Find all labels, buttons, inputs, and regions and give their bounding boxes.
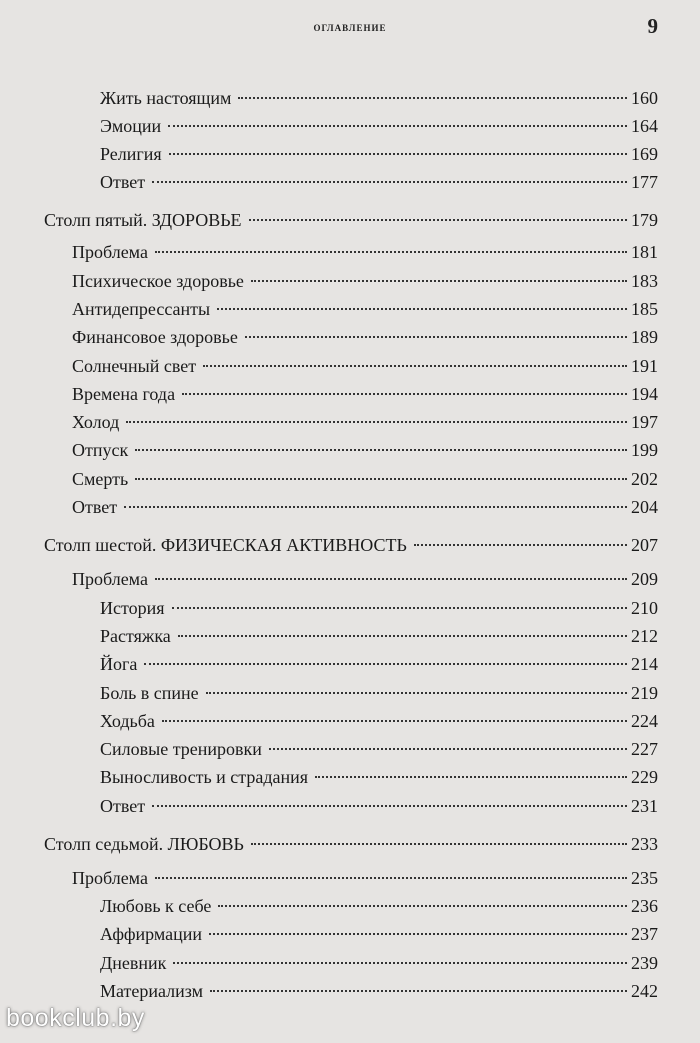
dot-leader <box>238 97 627 99</box>
toc-entry <box>100 141 658 167</box>
dot-leader <box>155 578 627 580</box>
toc-entry <box>100 85 658 111</box>
dot-leader <box>217 308 627 310</box>
dot-leader <box>172 607 627 609</box>
toc-entry-title: Ответ <box>72 497 118 517</box>
dot-leader <box>315 776 627 778</box>
dot-leader <box>173 962 627 964</box>
toc-entry <box>72 239 658 265</box>
toc-entry-page: 212 <box>631 626 658 646</box>
toc-entry <box>44 831 658 857</box>
toc-entry-page: 189 <box>631 327 658 347</box>
dot-leader <box>206 692 627 694</box>
dot-leader <box>245 336 627 338</box>
dot-leader <box>169 153 627 155</box>
toc-entry-title: Аффирмации <box>100 924 203 944</box>
toc-entry-page: 183 <box>631 271 658 291</box>
toc-entry-page: 197 <box>631 412 658 432</box>
dot-leader <box>152 805 627 807</box>
dot-leader <box>135 478 627 480</box>
dot-leader <box>251 843 627 845</box>
toc-entry <box>100 950 658 976</box>
dot-leader <box>182 393 627 395</box>
toc-entry-title: Йога <box>100 654 138 674</box>
toc-entry-title: Боль в спине <box>100 683 199 703</box>
toc-entry <box>44 207 658 233</box>
dot-leader <box>144 663 627 665</box>
toc-entry <box>72 437 658 463</box>
toc-entry-title: Жить настоящим <box>100 88 232 108</box>
toc-entry-title: Столп пятый. ЗДОРОВЬЕ <box>44 210 242 230</box>
dot-leader <box>152 181 627 183</box>
toc-entry <box>72 324 658 350</box>
toc-entry-title: Выносливость и страдания <box>100 767 309 787</box>
toc-entry-title: Финансовое здоровье <box>72 327 238 347</box>
toc-entry-page: 179 <box>631 210 658 230</box>
toc-entry-title: Антидепрессанты <box>72 299 211 319</box>
toc-entry-title: Материализм <box>100 981 204 1001</box>
toc-entry-title: Столп шестой. ФИЗИЧЕСКАЯ АКТИВНОСТЬ <box>44 535 407 555</box>
toc-entry <box>100 595 658 621</box>
toc-entry-page: 219 <box>631 683 658 703</box>
toc-entry <box>100 113 658 139</box>
toc-entry-title: Дневник <box>100 953 167 973</box>
toc-entry-page: 199 <box>631 440 658 460</box>
toc-entry <box>100 793 658 819</box>
toc-entry <box>100 680 658 706</box>
toc-entry <box>100 893 658 919</box>
toc-entry <box>44 532 658 558</box>
toc-entry-title: Религия <box>100 144 162 164</box>
toc-entry <box>72 381 658 407</box>
dot-leader <box>162 720 627 722</box>
toc-entry-title: Растяжка <box>100 626 171 646</box>
toc-entry-page: 177 <box>631 172 658 192</box>
dot-leader <box>155 877 627 879</box>
toc-entry-page: 237 <box>631 924 658 944</box>
toc-entry-page: 224 <box>631 711 658 731</box>
toc-entry <box>72 409 658 435</box>
toc-entry-title: Отпуск <box>72 440 129 460</box>
toc-entry-title: Ответ <box>100 172 146 192</box>
dot-leader <box>414 544 627 546</box>
toc-entry <box>100 978 658 1004</box>
toc-entry <box>100 736 658 762</box>
toc-entry-title: Психическое здоровье <box>72 271 244 291</box>
toc-entry-title: Проблема <box>72 569 148 589</box>
toc-entry-title: Времена года <box>72 384 176 404</box>
toc-entry <box>72 268 658 294</box>
toc-entry-title: Холод <box>72 412 120 432</box>
toc-entry-page: 235 <box>631 868 658 888</box>
dot-leader <box>218 905 627 907</box>
toc-entry <box>100 651 658 677</box>
dot-leader <box>249 219 627 221</box>
toc-entry-page: 209 <box>631 569 658 589</box>
toc-entry-title: Проблема <box>72 242 148 262</box>
toc-entry-page: 169 <box>631 144 658 164</box>
toc-entry-page: 191 <box>631 356 658 376</box>
toc-entry-title: Любовь к себе <box>100 896 212 916</box>
toc-entry-page: 204 <box>631 497 658 517</box>
toc-entry-title: Силовые тренировки <box>100 739 262 759</box>
toc-entry-title: Смерть <box>72 469 129 489</box>
toc-entry-page: 207 <box>631 535 658 555</box>
toc-entry-page: 185 <box>631 299 658 319</box>
dot-leader <box>209 933 627 935</box>
toc-entry-page: 227 <box>631 739 658 759</box>
toc-entry-title: Ходьба <box>100 711 155 731</box>
toc-entry-page: 233 <box>631 834 658 854</box>
toc-entry <box>100 708 658 734</box>
toc-entry <box>72 466 658 492</box>
toc-entry <box>72 494 658 520</box>
toc-entry <box>72 296 658 322</box>
toc-entry-page: 181 <box>631 242 658 262</box>
dot-leader <box>210 990 627 992</box>
dot-leader <box>269 748 627 750</box>
dot-leader <box>124 506 627 508</box>
toc-entry-title: Столп седьмой. ЛЮБОВЬ <box>44 834 244 854</box>
dot-leader <box>155 251 627 253</box>
toc-entry <box>72 353 658 379</box>
toc-entry-page: 214 <box>631 654 658 674</box>
dot-leader <box>168 125 627 127</box>
toc-entry <box>100 169 658 195</box>
dot-leader <box>135 449 627 451</box>
toc-entry-title: Эмоции <box>100 116 162 136</box>
toc-entry-page: 242 <box>631 981 658 1001</box>
toc-entry-page: 239 <box>631 953 658 973</box>
watermark-logo: bookclub.by <box>6 1004 145 1032</box>
dot-leader <box>203 365 627 367</box>
toc-entry-title: Ответ <box>100 796 146 816</box>
toc-entry <box>100 921 658 947</box>
toc-entry-title: История <box>100 598 165 618</box>
page-number: 9 <box>647 14 658 38</box>
toc-entry-page: 164 <box>631 116 658 136</box>
toc-entry-page: 202 <box>631 469 658 489</box>
toc-entry <box>100 623 658 649</box>
toc-entry-page: 194 <box>631 384 658 404</box>
toc-entry-page: 160 <box>631 88 658 108</box>
toc-entry <box>100 764 658 790</box>
toc-entry <box>72 566 658 592</box>
toc-entry-title: Солнечный свет <box>72 356 197 376</box>
running-header: оглавление <box>313 19 387 34</box>
toc-entry <box>72 865 658 891</box>
dot-leader <box>178 635 627 637</box>
toc-entry-page: 231 <box>631 796 658 816</box>
toc-entry-page: 236 <box>631 896 658 916</box>
dot-leader <box>251 280 627 282</box>
toc-entry-title: Проблема <box>72 868 148 888</box>
toc-entry-page: 210 <box>631 598 658 618</box>
toc-entry-page: 229 <box>631 767 658 787</box>
dot-leader <box>126 421 627 423</box>
